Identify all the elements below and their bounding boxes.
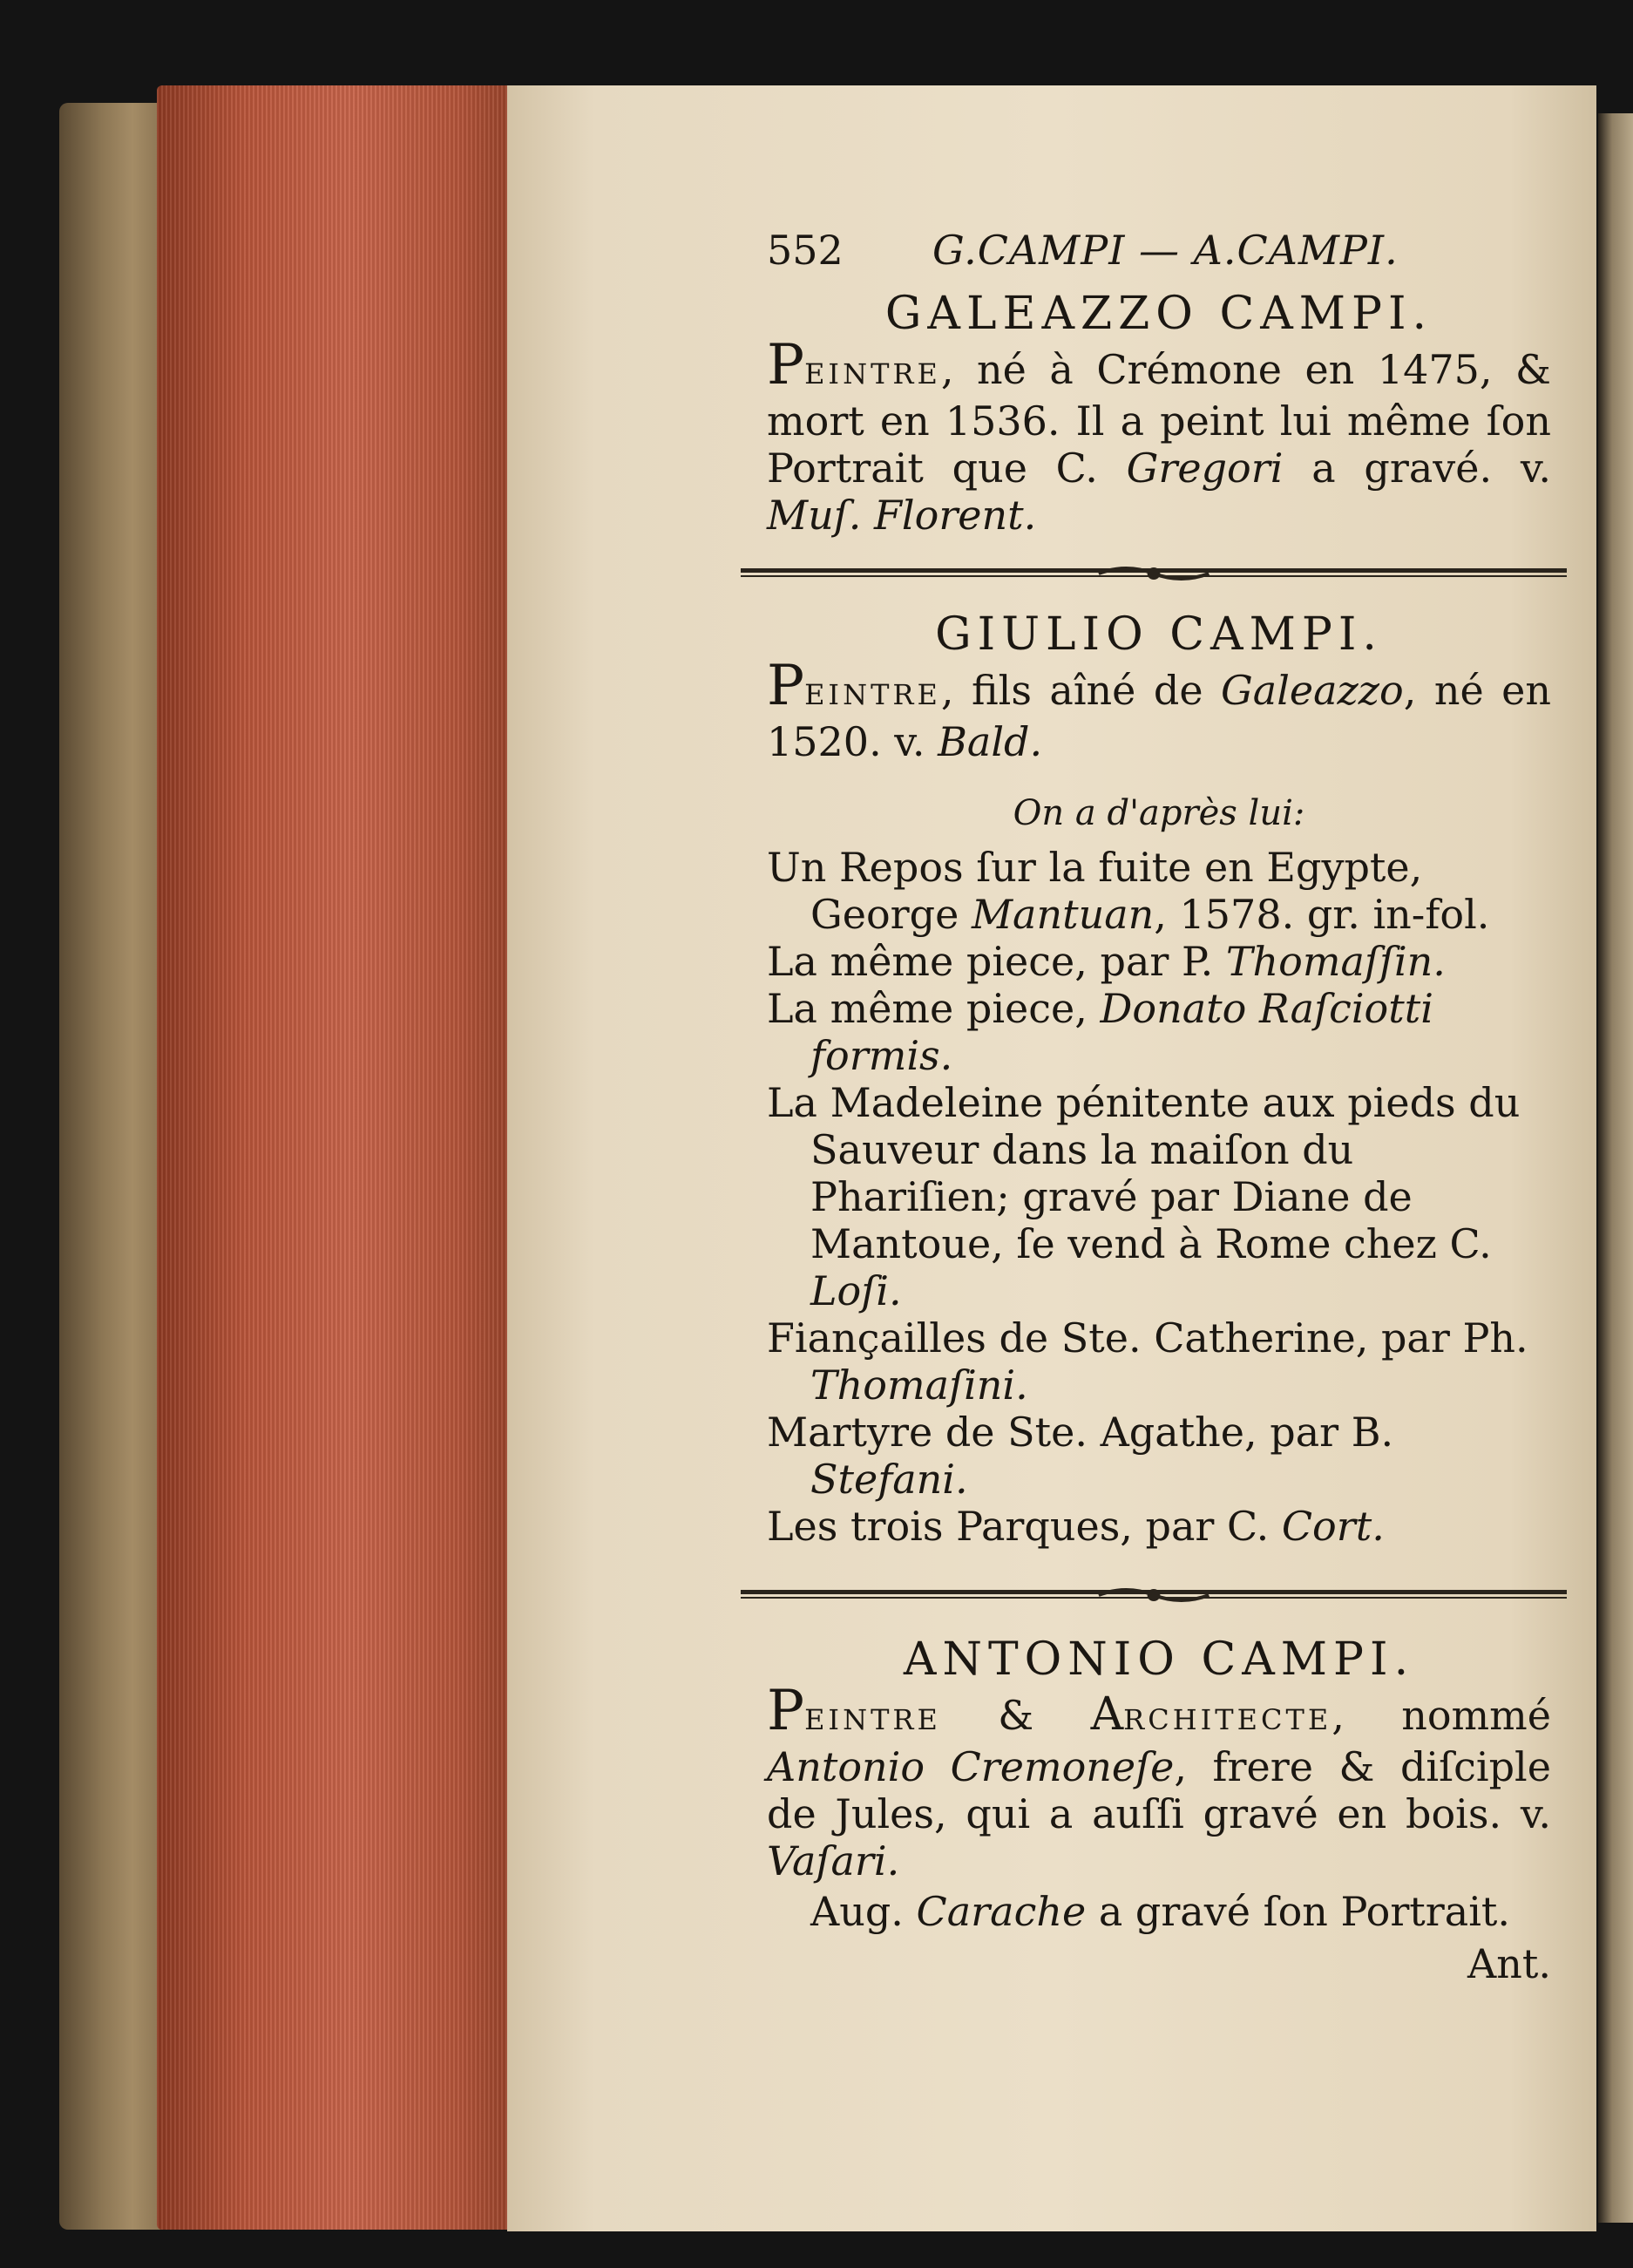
entry-heading-galeazzo: GALEAZZO CAMPI. (884, 288, 1433, 340)
works-list (767, 844, 1551, 1550)
smallcaps-word: RCHITECTE (1123, 1703, 1332, 1736)
smallcaps-word: EINTRE (804, 357, 941, 390)
facing-page-edge (1598, 113, 1633, 2223)
entry-text: a gravé. v. (1283, 445, 1551, 492)
work-item: Les trois Parques, par C. Cort. (767, 1503, 1385, 1550)
entry-heading-antonio: ANTONIO CAMPI. (903, 1633, 1415, 1686)
alias-name: Antonio Cremoneſe (767, 1743, 1175, 1790)
work-item: Fiançailles de Ste. Catherine, par Ph. Thomaſini. (767, 1314, 1528, 1409)
entry-heading-giulio: GIULIO CAMPI. (935, 608, 1383, 661)
ornamental-rule (741, 1585, 1567, 1606)
entry-text: , nommé (1331, 1692, 1551, 1739)
page-number: 552 (767, 227, 844, 274)
initial: A (1090, 1688, 1124, 1741)
entry-text: , frere & diſciple de Jules, qui a auſſi gravé en bois. v. (767, 1743, 1551, 1837)
drop-initial: P (767, 1679, 805, 1743)
entry-text: , fils aîné de (940, 667, 1222, 714)
entry-galeazzo (767, 333, 1551, 539)
work-item: La même piece, Donato Raſciotti formis. (767, 985, 1433, 1079)
running-title: G.CAMPI — A.CAMPI. (932, 227, 1399, 274)
work-item: La Madeleine pénitente aux pieds du Sauveur dans la maiſon du Phariſien; gravé par Diane de Mantoue, ſe vend à Rome chez C. Loſi. (767, 1079, 1521, 1314)
drop-initial: P (767, 654, 805, 718)
drop-initial: P (767, 333, 805, 397)
source-reference: Muſ. Florent. (767, 492, 1037, 539)
smallcaps-word: EINTRE (804, 678, 941, 711)
running-head (767, 227, 1551, 279)
entry-antonio: PEINTRE & ARCHITECTE, nommé Antonio Cremoneſe, frere & diſciple de Jules, qui a auſſi gravé en bois. v. Vaſari. (767, 1679, 1551, 1884)
catchword: Ant. (1467, 1940, 1551, 1987)
source-reference: Vaſari. (767, 1837, 900, 1884)
painter-name: Galeazzo (1221, 667, 1404, 714)
smallcaps-word: EINTRE (804, 1703, 941, 1736)
entry-giulio (767, 654, 1551, 765)
page-content (767, 227, 1551, 1987)
work-item: Martyre de Ste. Agathe, par B. Stefani. (767, 1409, 1394, 1503)
portrait-note: Aug. Carache a gravé ſon Portrait. (810, 1888, 1511, 1935)
page-edges (157, 85, 510, 2230)
work-item: Un Repos ſur la fuite en Egypte, George Mantuan, 1578. gr. in-fol. (767, 844, 1490, 938)
entry-text: , né à Crémone en 1475, & mort en 1536. Il a peint lui même ſon Portrait que C. (767, 346, 1551, 492)
entry-text: , né en 1520. v. (767, 667, 1551, 765)
ornamental-rule (741, 563, 1567, 584)
engraver-name: Gregori (1126, 445, 1284, 492)
works-subheading: On a d'après lui: (1013, 793, 1305, 833)
source-reference: Bald. (938, 718, 1043, 765)
work-item: La même piece, par P. Thomaſſin. (767, 938, 1446, 985)
